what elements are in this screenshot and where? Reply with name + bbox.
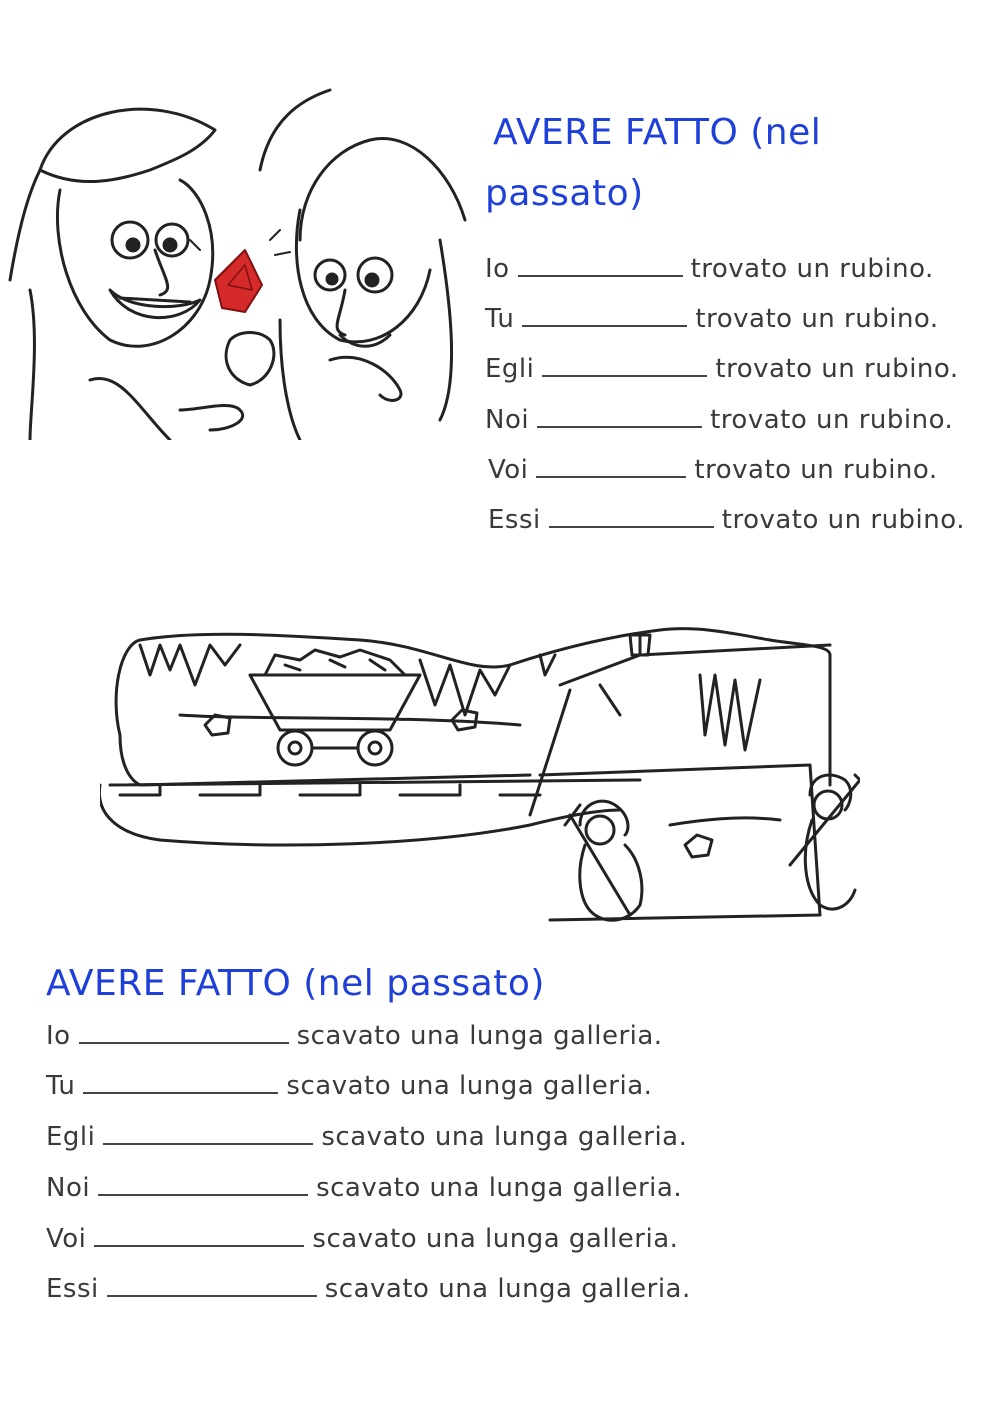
- answer-blank[interactable]: [522, 324, 687, 327]
- section1-sentence-1: [485, 254, 934, 284]
- sentence-subject: Noi: [485, 405, 530, 435]
- section2-sentence-3: [46, 1122, 687, 1152]
- answer-blank[interactable]: [83, 1091, 278, 1094]
- section1-sentence-6: [488, 505, 965, 535]
- answer-blank[interactable]: [94, 1244, 304, 1247]
- section1-sentence-5: [488, 455, 938, 485]
- section2-sentence-2: [46, 1071, 652, 1101]
- answer-blank[interactable]: [537, 425, 702, 428]
- sentence-subject: Io: [485, 254, 510, 284]
- answer-blank[interactable]: [107, 1294, 317, 1297]
- sentence-rest: trovato un rubino.: [721, 505, 965, 535]
- section1-sentence-3: [485, 354, 959, 384]
- dwarves-ruby-illustration: [0, 80, 470, 440]
- sentence-subject: Io: [46, 1021, 71, 1051]
- answer-blank[interactable]: [536, 475, 686, 478]
- sentence-rest: trovato un rubino.: [690, 254, 934, 284]
- sentence-subject: Egli: [46, 1122, 96, 1152]
- sentence-rest: scavato una lunga galleria.: [286, 1071, 653, 1101]
- sentence-subject: Egli: [485, 354, 535, 384]
- section1-sentence-2: [485, 304, 939, 334]
- sentence-rest: trovato un rubino.: [715, 354, 959, 384]
- section2-sentence-6: [46, 1274, 691, 1304]
- section2-sentence-5: [46, 1224, 678, 1254]
- section2-title: AVERE FATTO (nel passato): [46, 963, 545, 1004]
- sentence-subject: Essi: [46, 1274, 99, 1304]
- sentence-subject: Noi: [46, 1173, 91, 1203]
- section1-sentence-4: [485, 405, 953, 435]
- section1-title-line1: AVERE FATTO (nel: [493, 112, 822, 153]
- sentence-rest: trovato un rubino.: [710, 405, 954, 435]
- answer-blank[interactable]: [518, 274, 683, 277]
- section2-sentence-1: [46, 1021, 663, 1051]
- sentence-rest: trovato un rubino.: [694, 455, 938, 485]
- sentence-rest: scavato una lunga galleria.: [316, 1173, 683, 1203]
- sentence-rest: scavato una lunga galleria.: [321, 1122, 688, 1152]
- answer-blank[interactable]: [549, 525, 714, 528]
- mine-illustration: [100, 615, 860, 955]
- sentence-rest: scavato una lunga galleria.: [324, 1274, 691, 1304]
- sentence-subject: Voi: [46, 1224, 87, 1254]
- answer-blank[interactable]: [98, 1193, 308, 1196]
- section2-sentence-4: [46, 1173, 682, 1203]
- sentence-rest: scavato una lunga galleria.: [296, 1021, 663, 1051]
- sentence-subject: Essi: [488, 505, 541, 535]
- sentence-subject: Tu: [46, 1071, 76, 1101]
- sentence-rest: scavato una lunga galleria.: [312, 1224, 679, 1254]
- sentence-subject: Voi: [488, 455, 529, 485]
- answer-blank[interactable]: [103, 1142, 313, 1145]
- section1-title-line2: passato): [485, 173, 644, 214]
- answer-blank[interactable]: [79, 1041, 289, 1044]
- sentence-rest: trovato un rubino.: [695, 304, 939, 334]
- sentence-subject: Tu: [485, 304, 515, 334]
- answer-blank[interactable]: [542, 374, 707, 377]
